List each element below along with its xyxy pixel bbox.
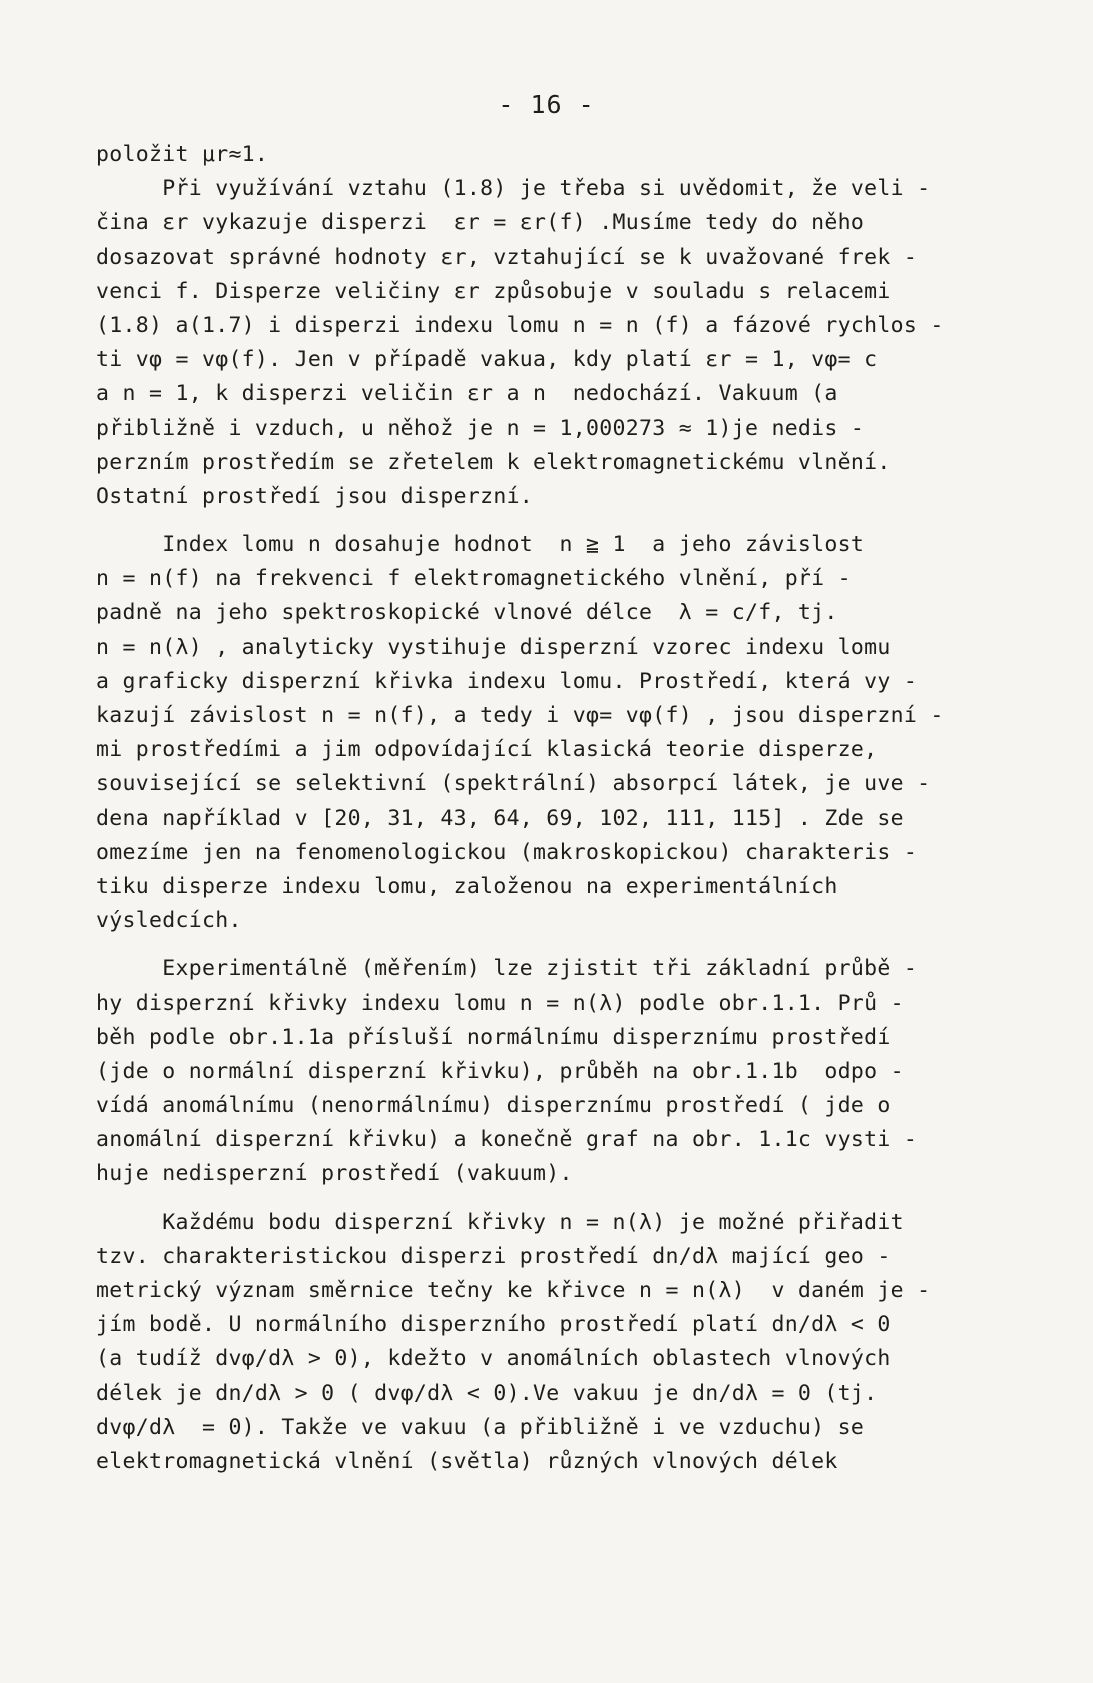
- body-text: [96, 138, 1046, 1479]
- text-line: venci f. Disperze veličiny εr způsobuje v souladu s relacemi: [96, 278, 891, 304]
- text-line: jím bodě. U normálního disperzního prostředí platí dn/dλ < 0: [96, 1312, 891, 1338]
- paragraph: [96, 172, 1046, 514]
- text-line: (a tudíž dvφ/dλ > 0), kdežto v anomálních oblastech vlnových: [96, 1346, 891, 1372]
- text-line: dvφ/dλ = 0). Takže ve vakuu (a přibližně i ve vzduchu) se: [96, 1414, 865, 1440]
- text-line: a n = 1, k disperzi veličin εr a n nedochází. Vakuum (a: [96, 381, 838, 407]
- text-line: (1.8) a(1.7) i disperzi indexu lomu n = n (f) a fázové rychlos -: [96, 312, 944, 338]
- text-line: a graficky disperzní křivka indexu lomu. Prostředí, která vy -: [96, 668, 918, 694]
- text-line: padně na jeho spektroskopické vlnové délce λ = c/f, tj.: [96, 600, 838, 626]
- text-line: položit μr≈1.: [96, 142, 269, 167]
- text-line: omezíme jen na fenomenologickou (makroskopickou) charakteris -: [96, 839, 918, 865]
- text-line: tiku disperze indexu lomu, založenou na experimentálních: [96, 873, 838, 899]
- paragraph-gap: [96, 1192, 1046, 1206]
- text-line: dosazovat správné hodnoty εr, vztahující se k uvažované frek -: [96, 244, 918, 270]
- text-line: vídá anomálnímu (nenormálnímu) disperznímu prostředí ( jde o: [96, 1093, 891, 1119]
- text-line: hy disperzní křivky indexu lomu n = n(λ) podle obr.1.1. Prů -: [96, 990, 904, 1016]
- text-line: tzv. charakteristickou disperzi prostředí dn/dλ mající geo -: [96, 1243, 891, 1269]
- paragraph: [96, 1206, 1046, 1480]
- text-line: Každému bodu disperzní křivky n = n(λ) je možné přiřadit: [96, 1209, 904, 1235]
- text-line: Index lomu n dosahuje hodnot n ≧ 1 a jeho závislost: [96, 532, 865, 558]
- text-line: výsledcích.: [96, 908, 242, 934]
- page-number: - 16 -: [498, 90, 595, 119]
- text-line: ti vφ = vφ(f). Jen v případě vakua, kdy platí εr = 1, vφ= c: [96, 347, 878, 373]
- paragraph: [96, 528, 1046, 938]
- text-line: přibližně i vzduch, u něhož je n = 1,000273 ≈ 1)je nedis -: [96, 415, 865, 441]
- text-line: elektromagnetická vlnění (světla) různých vlnových délek: [96, 1448, 838, 1474]
- text-line: mi prostředími a jim odpovídající klasická teorie disperze,: [96, 737, 878, 763]
- text-line: anomální disperzní křivku) a konečně graf na obr. 1.1c vysti -: [96, 1127, 918, 1153]
- paragraph: [96, 952, 1046, 1191]
- text-line: běh podle obr.1.1a přísluší normálnímu disperznímu prostředí: [96, 1024, 891, 1050]
- text-line: Ostatní prostředí jsou disperzní.: [96, 483, 534, 509]
- text-line: Experimentálně (měřením) lze zjistit tři základní průbě -: [96, 956, 918, 982]
- text-line: metrický význam směrnice tečny ke křivce n = n(λ) v daném je -: [96, 1278, 931, 1303]
- text-line: kazují závislost n = n(f), a tedy i vφ= vφ(f) , jsou disperzní -: [96, 703, 944, 728]
- text-line: dena například v [20, 31, 43, 64, 69, 102, 111, 115] . Zde se: [96, 805, 904, 831]
- text-line: (jde o normální disperzní křivku), průběh na obr.1.1b odpo -: [96, 1058, 904, 1084]
- text-line: související se selektivní (spektrální) absorpcí látek, je uve -: [96, 771, 931, 797]
- text-line: huje nedisperzní prostředí (vakuum).: [96, 1161, 573, 1187]
- text-line: Při využívání vztahu (1.8) je třeba si uvědomit, že veli -: [96, 176, 931, 202]
- text-line: perzním prostředím se zřetelem k elektromagnetickému vlnění.: [96, 449, 891, 475]
- paragraph-gap: [96, 938, 1046, 952]
- text-line: délek je dn/dλ > 0 ( dvφ/dλ < 0).Ve vakuu je dn/dλ = 0 (tj.: [96, 1380, 878, 1406]
- paragraph: [96, 138, 1046, 172]
- text-line: n = n(λ) , analyticky vystihuje disperzní vzorec indexu lomu: [96, 634, 891, 660]
- text-line: n = n(f) na frekvenci f elektromagnetického vlnění, pří -: [96, 566, 851, 592]
- paragraph-gap: [96, 514, 1046, 528]
- text-line: čina εr vykazuje disperzi εr = εr(f) .Musíme tedy do něho: [96, 210, 865, 236]
